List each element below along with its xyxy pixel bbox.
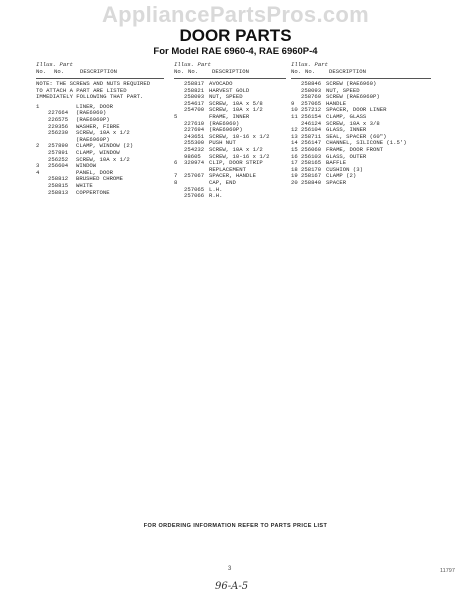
parts-row <box>174 160 286 167</box>
illus-number <box>291 88 301 95</box>
illus-number: 13 <box>291 132 298 140</box>
illus-number: 20 <box>291 178 298 186</box>
illus-number <box>36 124 48 131</box>
part-number: 226575 <box>48 115 69 123</box>
parts-row <box>36 130 164 137</box>
part-number: 258812 <box>48 175 69 183</box>
part-description: (RAE6960P) <box>76 116 110 123</box>
illus-number: 18 <box>291 165 298 173</box>
illus-number: 16 <box>291 152 298 160</box>
part-number: 258093 <box>301 86 322 94</box>
part-description: GLASS, INNER <box>326 127 367 134</box>
part-description: L.H. <box>209 186 223 193</box>
header-part-no: No. <box>188 68 199 75</box>
handwritten-note: 96-A-5 <box>215 581 249 592</box>
part-description: FRAME, INNER <box>209 113 250 120</box>
illus-number <box>36 110 48 117</box>
part-number: 257065 <box>301 99 322 107</box>
part-number: 258846 <box>301 80 322 87</box>
parts-column-3 <box>291 62 431 187</box>
part-number: 258821 <box>184 86 205 94</box>
illus-number <box>174 94 184 101</box>
illus-number <box>36 117 48 124</box>
illus-number <box>36 190 48 197</box>
part-description: CLAMP, WINDOW <box>76 149 120 156</box>
note-line: TO ATTACH A PART ARE LISTED <box>36 86 127 94</box>
illus-number <box>174 134 184 141</box>
illus-number: 19 <box>291 172 298 180</box>
part-number: 258840 <box>301 178 322 186</box>
part-description: CLAMP, WINDOW (2) <box>76 143 134 150</box>
part-number: 254700 <box>184 106 205 114</box>
note-line: NOTE: THE SCREWS AND NUTS REQUIRED <box>36 80 151 87</box>
part-number: 258093 <box>184 93 205 101</box>
part-description: SCREW, 10A x 1/2 <box>209 107 263 114</box>
illus-number <box>174 88 184 95</box>
part-number: 257212 <box>301 106 322 114</box>
header-part-no: No. <box>54 68 65 75</box>
illus-number: 14 <box>291 139 298 147</box>
illus-number <box>36 150 48 157</box>
illus-number: 6 <box>174 159 178 167</box>
part-description: FRAME, DOOR FRONT <box>326 146 384 153</box>
illus-number: 17 <box>291 159 298 167</box>
header-no: No. <box>174 68 185 75</box>
part-description: CHANNEL, SILICONE (1.5') <box>326 140 407 147</box>
part-number: 256147 <box>301 139 322 147</box>
illus-number <box>36 183 48 190</box>
illus-number <box>174 81 184 88</box>
part-description: PUSH NUT <box>209 140 236 147</box>
header-illus-part: Illus. Part <box>36 61 73 68</box>
part-number: 227664 <box>48 109 69 117</box>
part-description: WASHER, FIBRE <box>76 123 120 130</box>
parts-row <box>291 180 431 187</box>
illus-number <box>174 101 184 108</box>
part-number: 258711 <box>301 132 322 140</box>
part-number: 258165 <box>301 159 322 167</box>
header-illus-part: Illus. Part <box>174 61 211 68</box>
part-description: CUSHION (3) <box>326 166 363 173</box>
part-number: 254232 <box>184 145 205 153</box>
illus-number: 12 <box>291 126 298 134</box>
part-number: 258813 <box>48 188 69 196</box>
illus-number: 10 <box>291 106 298 114</box>
illus-number <box>174 193 184 200</box>
part-number: 227694 <box>184 126 205 134</box>
part-description: (RAE6960P) <box>76 136 110 143</box>
part-description: SCREW (RAE6960P) <box>326 94 380 101</box>
page-subtitle: For Model RAE 6960-4, RAE 6960P-4 <box>153 46 318 57</box>
part-number: 256104 <box>301 126 322 134</box>
illus-number <box>174 147 184 154</box>
page-number: 3 <box>228 566 232 572</box>
parts-row <box>36 163 164 170</box>
part-description: COPPERTONE <box>76 189 110 196</box>
part-description: SEAL, SPACER (60") <box>326 133 387 140</box>
column-header <box>174 62 286 79</box>
part-description: SPACER <box>326 179 347 186</box>
part-description: NUT, SPEED <box>326 87 360 94</box>
part-description: WINDOW <box>76 163 97 170</box>
illus-number <box>174 140 184 147</box>
ordering-footer: FOR ORDERING INFORMATION REFER TO PARTS PRICE LIST <box>143 523 328 529</box>
part-number: 255300 <box>184 139 205 147</box>
part-description: CLIP, DOOR STRIP <box>209 160 263 167</box>
part-number: 243651 <box>184 132 205 140</box>
part-description: BRUSHED CHROME <box>76 176 123 183</box>
illus-number: 1 <box>36 102 40 110</box>
header-description: DESCRIPTION <box>80 68 117 75</box>
illus-number <box>174 127 184 134</box>
part-number: 257890 <box>48 142 69 150</box>
illus-number: 7 <box>174 172 178 180</box>
watermark: AppliancePartsPros.com <box>101 2 370 27</box>
part-number: 229356 <box>48 122 69 130</box>
part-description: SCREW, 10A x 1/2 <box>76 130 130 137</box>
column-header <box>291 62 431 79</box>
note-line: IMMEDIATELY FOLLOWING THAT PART. <box>36 93 144 101</box>
part-description: HANDLE <box>326 100 347 107</box>
part-number: 257065 <box>184 185 205 193</box>
part-number: 258769 <box>301 93 322 101</box>
header-no: No. <box>36 68 47 75</box>
part-description: WHITE <box>76 182 93 189</box>
part-number: 257067 <box>184 172 205 180</box>
illus-number <box>174 187 184 194</box>
part-description: (RAE6960) <box>209 120 240 127</box>
header-description: DESCRIPTION <box>329 68 366 75</box>
illus-number: 4 <box>36 168 40 176</box>
illus-number <box>291 81 301 88</box>
illus-number <box>36 176 48 183</box>
part-number: 254617 <box>184 99 205 107</box>
parts-column-2 <box>174 62 286 200</box>
screws-note <box>36 81 164 101</box>
parts-column-1 <box>36 62 164 196</box>
part-description: SCREW, 10A x 3/8 <box>326 120 380 127</box>
part-description: REPLACEMENT <box>209 166 246 173</box>
part-number: 256230 <box>48 129 69 137</box>
part-number: 256154 <box>301 112 322 120</box>
part-description: LINER, DOOR <box>76 103 113 110</box>
part-description: GLASS, OUTER <box>326 153 367 160</box>
part-description: CLAMP (2) <box>326 173 357 180</box>
document-code: 11797 <box>440 568 455 574</box>
part-number: 258815 <box>48 181 69 189</box>
part-description: SCREW, 10-16 x 1/2 <box>209 133 270 140</box>
part-number: 257891 <box>48 148 69 156</box>
illus-number: 2 <box>36 142 40 150</box>
part-description: SPACER, DOOR LINER <box>326 107 387 114</box>
header-description: DESCRIPTION <box>212 68 249 75</box>
part-description: R.H. <box>209 193 223 200</box>
parts-row <box>174 193 286 200</box>
column-header <box>36 62 164 79</box>
part-description: SPACER, HANDLE <box>209 173 256 180</box>
part-number: 256252 <box>48 155 69 163</box>
header-part-no: No. <box>305 68 316 75</box>
part-description: (RAE6960) <box>76 110 107 117</box>
part-number: 256060 <box>301 145 322 153</box>
parts-row <box>36 190 164 197</box>
part-description: NUT, SPEED <box>209 94 243 101</box>
illus-number: 5 <box>174 112 178 120</box>
part-description: SCREW, 10A x 1/2 <box>209 146 263 153</box>
part-description: PANEL, DOOR <box>76 169 113 176</box>
illus-number <box>174 121 184 128</box>
part-description: SCREW, 10-16 x 1/2 <box>209 153 270 160</box>
illus-number: 15 <box>291 145 298 153</box>
part-number: 258817 <box>184 80 205 87</box>
parts-row <box>174 173 286 180</box>
illus-number: 11 <box>291 112 298 120</box>
part-description: (RAE6960P) <box>209 127 243 134</box>
part-description: BAFFLE <box>326 160 347 167</box>
part-description: AVOCADO <box>209 81 233 87</box>
illus-number <box>36 130 48 137</box>
header-illus-part: Illus. Part <box>291 61 328 68</box>
part-description: SCREW, 10A x 1/2 <box>76 156 130 163</box>
part-number: 256604 <box>48 162 69 170</box>
part-number: 227610 <box>184 119 205 127</box>
part-description: CLAMP, GLASS <box>326 113 367 120</box>
part-number: 320974 <box>184 159 205 167</box>
part-description: CAP, END <box>209 179 236 186</box>
part-number: 246124 <box>301 119 322 127</box>
part-number: 98605 <box>184 152 201 160</box>
page-title: DOOR PARTS <box>179 26 292 45</box>
part-description: SCREW (RAE6960) <box>326 81 377 87</box>
header-no: No. <box>291 68 302 75</box>
illus-number: 3 <box>36 162 40 170</box>
part-number: 256103 <box>301 152 322 160</box>
illus-number: 8 <box>174 178 178 186</box>
parts-row <box>174 107 286 114</box>
illus-number: 9 <box>291 99 295 107</box>
part-number: 258170 <box>301 165 322 173</box>
part-description: SCREW, 10A x 5/8 <box>209 100 263 107</box>
part-number: 257066 <box>184 192 205 200</box>
part-description: HARVEST GOLD <box>209 87 250 94</box>
part-number: 258167 <box>301 172 322 180</box>
